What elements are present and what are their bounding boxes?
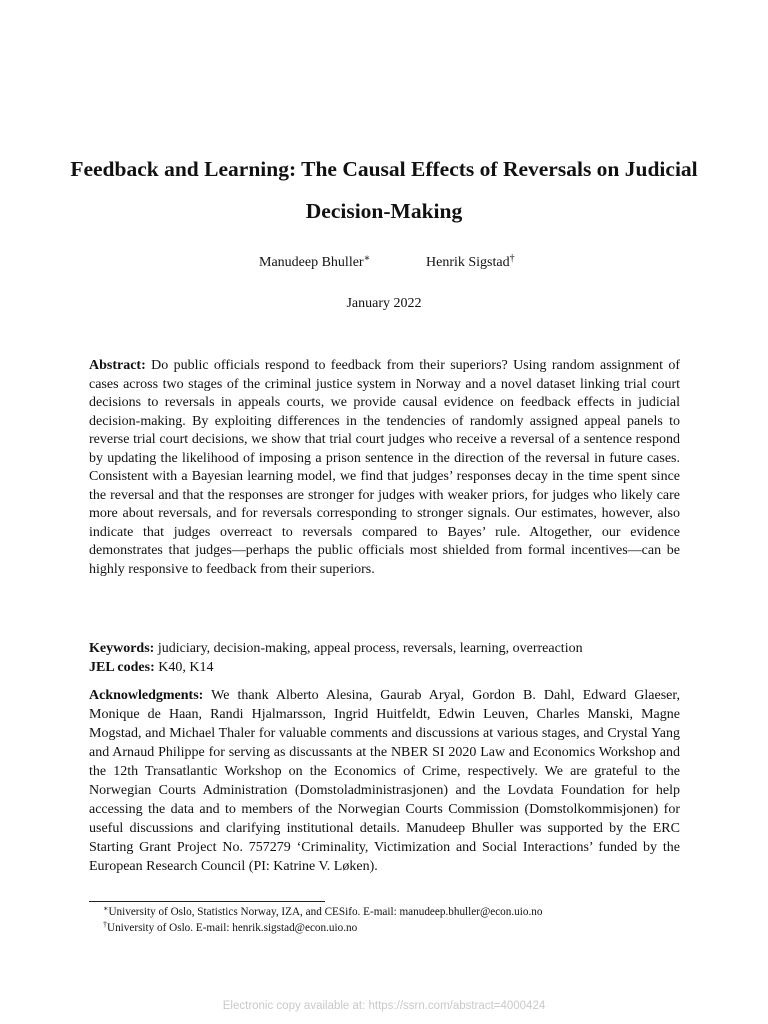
author-sigstad [426,253,515,273]
keywords-text: judiciary, decision-making, appeal process, reversals, learning, overreaction [157,641,583,656]
keywords-block [89,640,680,677]
jel-codes-line [89,659,680,678]
footnote-mark: ∗ [103,904,109,913]
author-name: Manudeep Bhuller [259,255,364,270]
paper-title: Feedback and Learning: The Causal Effects of Reversals on Judicial Decision-Making [70,157,698,223]
keywords-line [89,640,680,659]
author-bhuller [259,253,370,273]
footnotes [103,905,703,936]
jel-codes-label: JEL codes: [89,659,155,675]
footnote-text: University of Oslo. E-mail: henrik.sigstad@econ.uio.no [107,921,358,934]
footnote-text: University of Oslo, Statistics Norway, IZA, and CESifo. E-mail: manudeep.bhuller@econ.uio.no [108,906,543,918]
ssrn-notice[interactable]: Electronic copy available at: https://ssrn.com/abstract=4000424 [222,1000,546,1012]
jel-codes-text: K40, K14 [158,659,214,675]
abstract-label: Abstract: [89,358,146,373]
paper-date: January 2022 [346,296,422,311]
footnote-divider [89,901,325,902]
abstract [89,357,680,579]
keywords-label: Keywords: [89,641,155,656]
footnote-2 [103,921,703,937]
acknowledgments-label: Acknowledgments: [89,688,204,703]
acknowledgments-text: We thank Alberto Alesina, Gaurab Aryal, Gordon B. Dahl, Edward Glaeser, Monique de Haan, Randi Hjalmarsson, Ingrid Huitfeldt, Edwin Leuven, Charles Manski, Magne Mogstad, and Michael Thaler for valuable comments and discussions at various stages, and Crystal Yang and Arnaud Philippe for serving as discussants at the NBER SI 2020 Law and Economics Workshop and the 12th Transatlantic Workshop on the Economics of Crime, respectively. We are grateful to the Norwegian Courts Administration (Domstoladministrasjonen) and the Lovdata Foundation for help accessing the data and to members of the Norwegian Courts Commission (Domstolkommisjonen) for useful discussions and clarifying institutional details. Manudeep Bhuller was supported by the ERC Starting Grant Project No. 757279 ‘Criminality, Victimization and Social Interactions’ funded by the European Research Council (PI: Katrine V. Løken). [89,688,680,874]
acknowledgments [89,686,680,876]
author-footnote-mark[interactable]: † [509,253,515,264]
author-footnote-mark[interactable]: ∗ [363,253,371,264]
footnote-mark: † [103,919,107,929]
footnote-1 [103,905,703,921]
author-name: Henrik Sigstad [426,255,510,270]
abstract-text: Do public officials respond to feedback from their superiors? Using random assignment of cases across two stages of the criminal justice system in Norway and a novel dataset linking trial court decisions to reversals in appeals courts, we provide causal evidence on feedback effects in judicial decision-making. By exploiting differences in the tendencies of randomly assigned appeal panels to reverse trial court decisions, we show that trial court judges who receive a reversal of a sentence respond by updating the likelihood of imposing a prison sentence in the direction of the reversal in future cases. Consistent with a Bayesian learning model, we find that judges’ responses decay in the time spent since the reversal and that the responses are stronger for judges with weaker priors, for judges who likely care more about reversals, and for reversals corresponding to stronger signals. Our estimates, however, also indicate that judges overreact to reversals compared to Bayes’ rule. Altogether, our evidence demonstrates that judges—perhaps the public officials most shielded from formal incentives—can be highly responsive to feedback from their superiors. [89,358,681,577]
